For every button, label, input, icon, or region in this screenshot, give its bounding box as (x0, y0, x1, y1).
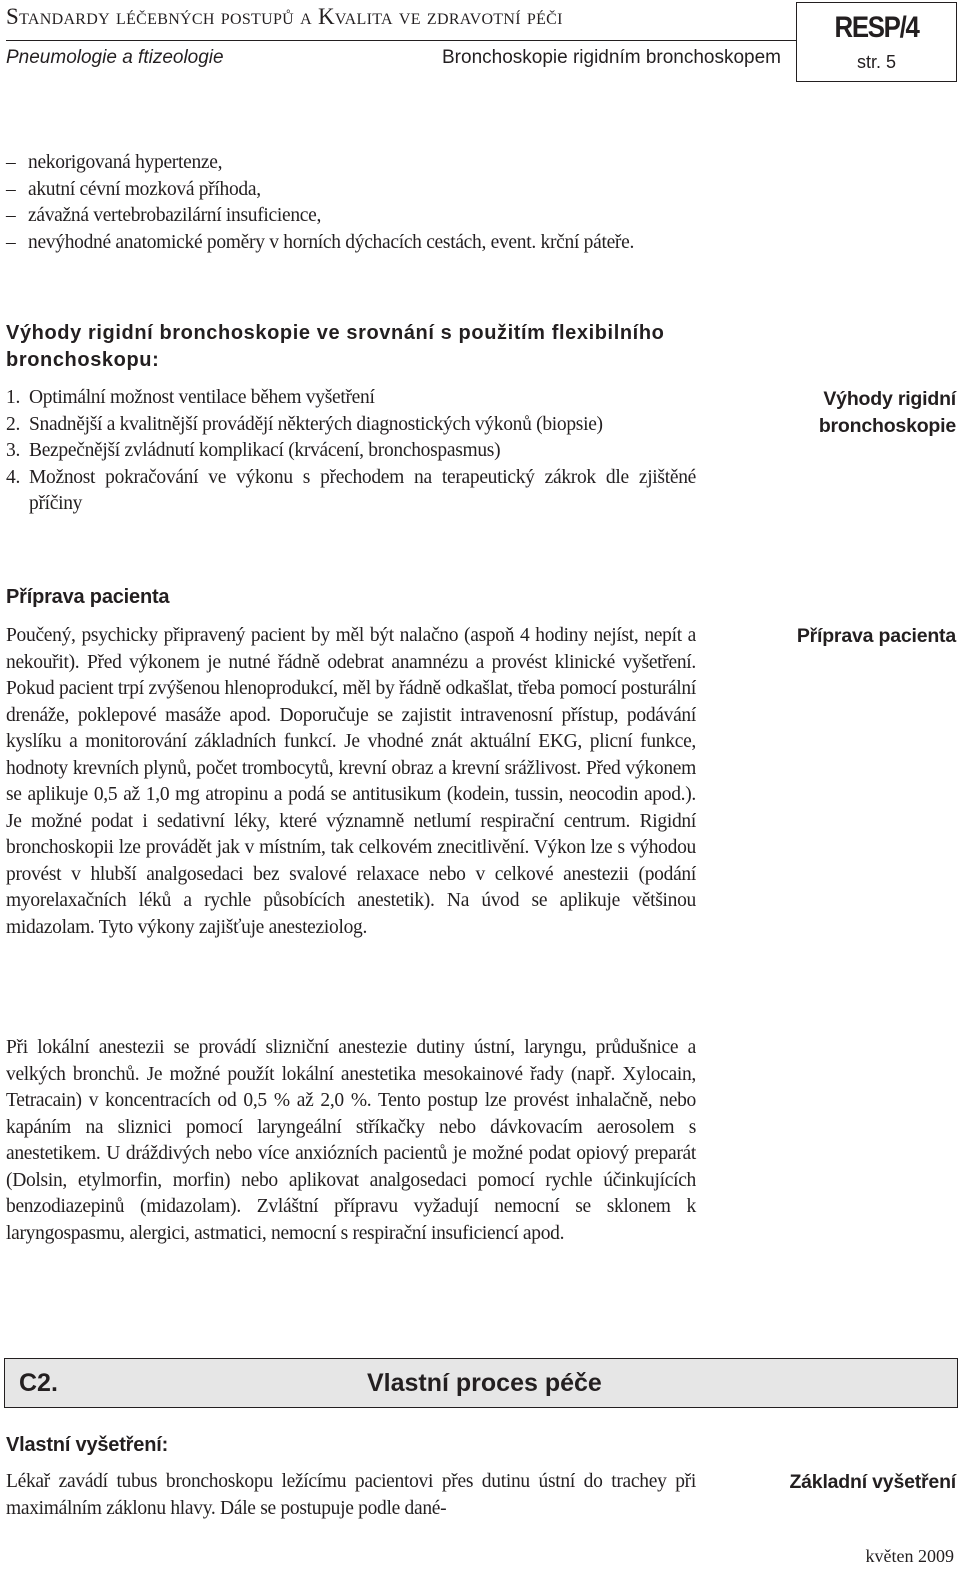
examination-heading: Vlastní vyšetření: (6, 1434, 169, 1456)
topic-label: Bronchoskopie rigidním bronchoskopem (442, 47, 782, 68)
footer-date: květen 2009 (865, 1546, 954, 1566)
preparation-margin-label: Příprava pacienta (796, 625, 956, 647)
list-item: – nevýhodné anatomické poměry v horních dýchacích cestách, event. krční páteře. (6, 230, 696, 257)
specialty-label: Pneumologie a ftizeologie (6, 47, 224, 68)
header-rule (6, 40, 796, 41)
list-item (6, 385, 696, 412)
advantages-heading: Výhody rigidní bronchoskopie ve srovnání s použitím flexibilního bronchoskopu: (6, 322, 665, 371)
list-item: – nekorigovaná hypertenze, (6, 150, 696, 177)
preparation-heading: Příprava pacienta (6, 586, 170, 608)
item-number: 4. (6, 466, 21, 488)
preparation-paragraph-2: Při lokální anestezii se provádí slizniční anestezie dutiny ústní, laryngu, průdušnice a velkých bronchů. Je možné použít lokální anestetika mesokainové řady (např. Xylocain, Tetracain) v koncentracích od 0,5 % až 2,0 %. Tento postup lze provést inhalačně, nebo kapáním na sliznici pomocí laryngeální stříkačky nebo dávkovacím aerosolem s anestetikem. U dráždivých nebo více anxiózních pacientů je možné podat opiový preparát (Dolsin, etylmorfin, morfin) nebo aplikovat analgosedaci pomocí rychle účinkujících benzodiazepinů (midazolam). Zvláštní přípravu vyžadují nemocní se sklonem k laryngospasmu, alergici, astmatici, nemocní s respirační insuficiencí apod. (6, 1037, 696, 1244)
item-number: 2. (6, 413, 21, 435)
item-number: 1. (6, 387, 21, 408)
contraindication-list (6, 150, 696, 256)
examination-margin-label: Základní vyšetření (789, 1471, 956, 1493)
section-title: Vlastní proces péče (367, 1369, 602, 1397)
list-item: – závažná vertebrobazilární insuficience, (6, 203, 696, 230)
advantages-list (6, 385, 696, 518)
advantages-margin-label: Výhody rigidní bronchoskopie (818, 388, 956, 437)
item-text: Bezpečnější zvládnutí komplikací (krvácení, bronchospasmus) (29, 440, 501, 461)
series-title: Standardy léčebných postupů a Kvalita ve zdravotní péči (6, 4, 563, 29)
preparation-paragraph-1: Poučený, psychicky připravený pacient by měl být nalačno (aspoň 4 hodiny nejíst, nepít a nekouřit). Před výkonem je nutné řádně odebrat anamnézu a provést klinické vyšetření. Pokud pacient trpí zvýšenou hlenoprodukcí, měl by řádně odkašlat, třeba pomocí posturální drenáže, poklepové masáže apod. Doporučuje se zajistit intravenosní přístup, podávání kyslíku a monitorování základních funkcí. Je vhodné znát aktuální EKG, plicní funkce, hodnoty krevních plynů, počet trombocytů, krevní obraz a krevní srážlivost. Před výkonem se aplikuje 0,5 až 1,0 mg atropinu a podá se antitusikum (kodein, tussin, neocodin apod.). Je možné podat i sedativní léky, které významně netlumí respirační centrum. Rigidní bronchoskopii lze provádět jak v místním, tak celkovém znecitlivění. Výkon lze s výhodou provést v hlubší analgosedaci bez svalové relaxace nebo v celkové anestezii (podání myorelaxačních léků a rychle působících anestetik). Na úvod se aplikuje většinou midazolam. Tyto výkony zajišťuje anesteziolog. (6, 625, 696, 938)
list-item (6, 438, 696, 465)
page-number: str. 5 (856, 52, 896, 72)
list-item: – akutní cévní mozková příhoda, (6, 177, 696, 204)
examination-paragraph: Lékař zavádí tubus bronchoskopu ležícímu pacientovi přes dutinu ústní do trachey při maximálním záklonu hlavy. Dále se postupuje podle dané- (6, 1471, 696, 1519)
section-number: C2. (19, 1369, 58, 1397)
section-header-bar (4, 1358, 958, 1408)
item-number: 3. (6, 440, 21, 461)
list-item (6, 412, 696, 439)
item-text: Možnost pokračování ve výkonu s přechodem na terapeutický zákrok dle zjištěné příčiny (29, 466, 696, 514)
document-code: RESP/4 (834, 11, 919, 44)
document-code-box (796, 2, 957, 82)
item-text: Optimální možnost ventilace během vyšetření (29, 387, 375, 408)
list-item (6, 465, 696, 518)
item-text: Snadnější a kvalitnější provádějí některých diagnostických výkonů (biopsie) (29, 413, 603, 435)
